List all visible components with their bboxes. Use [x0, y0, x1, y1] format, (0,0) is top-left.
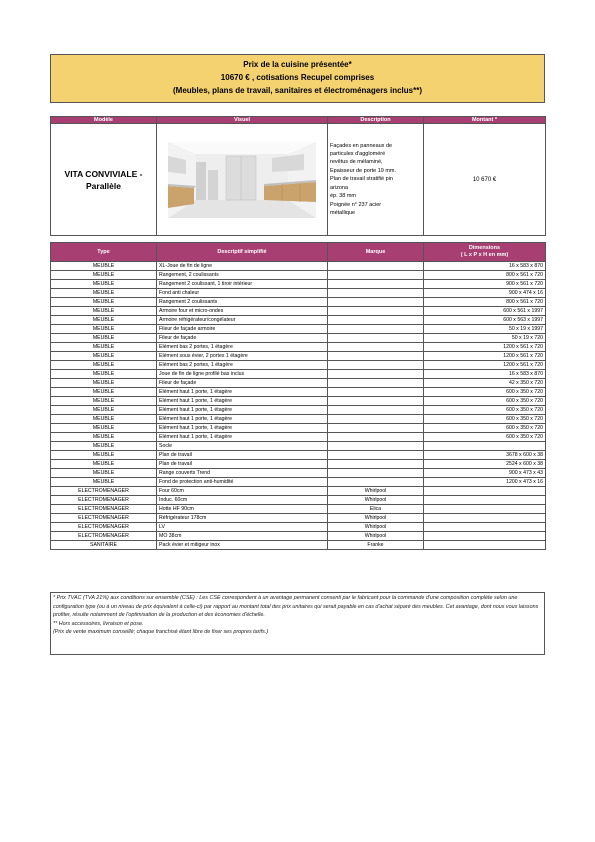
item-type: ELECTROMENAGER [51, 487, 157, 496]
item-brand [328, 289, 424, 298]
header-brand: Marque [328, 243, 424, 262]
item-brand [328, 280, 424, 289]
item-type: MEUBLE [51, 469, 157, 478]
table-row [51, 487, 546, 496]
item-description: Elément bas 2 portes, 1 étagère [157, 361, 328, 370]
description-line: revêtus de mélaminé, [330, 159, 383, 166]
item-type: MEUBLE [51, 424, 157, 433]
item-dimensions: 3678 x 600 x 38 [424, 451, 546, 460]
item-brand [328, 451, 424, 460]
items-table [50, 242, 546, 550]
item-brand [328, 334, 424, 343]
description-line: Façades en panneaux de [330, 142, 393, 149]
item-description: Pack évier et mitigeur inox [157, 541, 328, 550]
item-brand: Whirlpool [328, 496, 424, 505]
item-brand [328, 343, 424, 352]
item-type: MEUBLE [51, 406, 157, 415]
item-dimensions: 1200 x 561 x 720 [424, 343, 546, 352]
item-brand [328, 316, 424, 325]
item-brand [328, 361, 424, 370]
item-dimensions: 600 x 350 x 720 [424, 415, 546, 424]
item-brand [328, 325, 424, 334]
table-row [51, 388, 546, 397]
table-row [51, 370, 546, 379]
item-dimensions: 1200 x 561 x 720 [424, 361, 546, 370]
footnote-price-note: (Prix de vente maximum conseillé; chaque franchisé étant libre de fixer ses propres tarifs.) [53, 629, 269, 636]
price-summary-box [50, 54, 545, 103]
item-dimensions [424, 442, 546, 451]
table-row [51, 406, 546, 415]
item-brand [328, 478, 424, 487]
item-dimensions [424, 523, 546, 532]
item-type: MEUBLE [51, 325, 157, 334]
item-description: Rangement 2 coulissants [157, 298, 328, 307]
kitchen-render-image [168, 142, 316, 218]
item-brand [328, 370, 424, 379]
item-brand: Whirlpool [328, 532, 424, 541]
item-description: Elément haut 1 porte, 1 étagère [157, 433, 328, 442]
item-type: MEUBLE [51, 460, 157, 469]
item-dimensions [424, 532, 546, 541]
item-description: Joue de fin de ligne profilé bas inclus [157, 370, 328, 379]
table-row [51, 289, 546, 298]
item-dimensions [424, 505, 546, 514]
table-row [51, 262, 546, 271]
item-description: Fileur de façade armoire [157, 325, 328, 334]
item-brand [328, 262, 424, 271]
table-row [51, 271, 546, 280]
item-type: MEUBLE [51, 361, 157, 370]
dimensions-unit: ( L x P x H en mm) [460, 252, 509, 258]
item-description: Elément sous évier, 2 portes 1 étagère [157, 352, 328, 361]
table-row [51, 307, 546, 316]
header-dimensions [424, 243, 546, 262]
item-dimensions: 900 x 474 x 16 [424, 289, 546, 298]
item-type: MEUBLE [51, 397, 157, 406]
description-line: métallique [330, 209, 356, 216]
table-row [51, 352, 546, 361]
header-visual: Visuel [157, 117, 328, 124]
item-dimensions: 50 x 19 x 1997 [424, 325, 546, 334]
table-row [51, 523, 546, 532]
header-model: Modèle [51, 117, 157, 124]
table-row [51, 514, 546, 523]
item-brand [328, 460, 424, 469]
item-type: MEUBLE [51, 478, 157, 487]
item-dimensions: 800 x 561 x 720 [424, 271, 546, 280]
item-type: ELECTROMENAGER [51, 496, 157, 505]
item-dimensions: 16 x 583 x 870 [424, 262, 546, 271]
item-description: Plan de travail [157, 460, 328, 469]
item-description: Elément haut 1 porte, 1 étagère [157, 397, 328, 406]
table-row [51, 451, 546, 460]
item-brand [328, 433, 424, 442]
item-type: MEUBLE [51, 307, 157, 316]
item-dimensions: 600 x 350 x 720 [424, 424, 546, 433]
table-row [51, 478, 546, 487]
table-row [51, 424, 546, 433]
item-dimensions: 600 x 350 x 720 [424, 433, 546, 442]
item-description: XL-Joue de fin de ligne [157, 262, 328, 271]
table-row [51, 532, 546, 541]
item-brand [328, 397, 424, 406]
model-description-cell [328, 124, 424, 236]
table-row [51, 280, 546, 289]
item-dimensions: 2524 x 600 x 38 [424, 460, 546, 469]
header-desc: Descriptif simplifié [157, 243, 328, 262]
item-dimensions: 50 x 19 x 720 [424, 334, 546, 343]
item-dimensions: 1200 x 561 x 720 [424, 352, 546, 361]
table-row [51, 343, 546, 352]
item-dimensions: 600 x 561 x 1997 [424, 307, 546, 316]
item-type: MEUBLE [51, 271, 157, 280]
item-type: MEUBLE [51, 442, 157, 451]
model-name-cell [51, 124, 157, 236]
table-row [51, 442, 546, 451]
item-description: Armoire four et micro-ondes [157, 307, 328, 316]
description-line: arizona [330, 184, 349, 191]
table-row [51, 541, 546, 550]
item-brand [328, 307, 424, 316]
item-dimensions: 900 x 561 x 720 [424, 280, 546, 289]
item-description: Socle [157, 442, 328, 451]
item-dimensions: 600 x 350 x 720 [424, 397, 546, 406]
item-dimensions [424, 514, 546, 523]
item-dimensions: 900 x 473 x 43 [424, 469, 546, 478]
item-dimensions: 1200 x 473 x 16 [424, 478, 546, 487]
item-description: Rangement 2 coulissant, 1 tiroir intérieur [157, 280, 328, 289]
item-brand: Whirlpool [328, 487, 424, 496]
table-row [51, 469, 546, 478]
item-brand: Whirlpool [328, 523, 424, 532]
description-line: Plan de travail stratifié pin [330, 176, 393, 183]
item-brand: Elica [328, 505, 424, 514]
item-brand [328, 298, 424, 307]
table-row [51, 334, 546, 343]
item-type: ELECTROMENAGER [51, 523, 157, 532]
table-row [51, 325, 546, 334]
price-title: Prix de la cuisine présentée* [243, 60, 352, 69]
item-dimensions: 800 x 561 x 720 [424, 298, 546, 307]
footnote-exclusions: ** Hors accessoires, livraison et pose. [53, 620, 144, 627]
item-brand: Franke [328, 541, 424, 550]
item-description: Elément haut 1 porte, 1 étagère [157, 406, 328, 415]
item-description: Four 60cm [157, 487, 328, 496]
item-description: Fond de protection anti-humidité [157, 478, 328, 487]
description-line: particules d'aggloméré [330, 151, 386, 158]
item-brand [328, 424, 424, 433]
kitchen-visual-cell [157, 124, 328, 236]
item-brand [328, 379, 424, 388]
dimensions-title: Dimensions [468, 245, 501, 251]
table-row [51, 460, 546, 469]
item-type: MEUBLE [51, 415, 157, 424]
item-brand [328, 469, 424, 478]
item-description: Armoire réfrigérateur/congélateur [157, 316, 328, 325]
model-table [50, 116, 546, 236]
item-dimensions [424, 487, 546, 496]
item-description: Elément bas 2 portes, 1 étagère [157, 343, 328, 352]
item-description: Réfrigérateur 178cm [157, 514, 328, 523]
item-type: ELECTROMENAGER [51, 532, 157, 541]
item-brand [328, 406, 424, 415]
header-type: Type [51, 243, 157, 262]
item-type: MEUBLE [51, 280, 157, 289]
item-type: MEUBLE [51, 289, 157, 298]
item-dimensions: 42 x 350 x 720 [424, 379, 546, 388]
description-line: Poignée n° 237 acier [330, 201, 382, 208]
item-type: MEUBLE [51, 451, 157, 460]
item-dimensions: 600 x 563 x 1997 [424, 316, 546, 325]
item-dimensions: 16 x 583 x 870 [424, 370, 546, 379]
item-dimensions: 600 x 350 x 720 [424, 388, 546, 397]
item-description: Fileur de façade [157, 334, 328, 343]
price-amount: 10670 € , cotisations Recupel comprises [220, 73, 375, 82]
item-description: Hotte HF 90cm [157, 505, 328, 514]
table-row [51, 505, 546, 514]
model-amount: 10 670 € [424, 124, 546, 236]
item-type: MEUBLE [51, 370, 157, 379]
item-dimensions [424, 541, 546, 550]
item-description: Elément haut 1 porte, 1 étagère [157, 415, 328, 424]
description-line: Epaisseur de porte 19 mm. [330, 167, 397, 174]
item-description: Induc. 60cm [157, 496, 328, 505]
item-description: Fond anti chaleur [157, 289, 328, 298]
item-description: Elément haut 1 porte, 1 étagère [157, 424, 328, 433]
item-type: MEUBLE [51, 433, 157, 442]
item-brand [328, 415, 424, 424]
item-description: Range couverts Trend [157, 469, 328, 478]
item-type: MEUBLE [51, 343, 157, 352]
table-row [51, 379, 546, 388]
item-type: MEUBLE [51, 262, 157, 271]
item-description: MO 38cm [157, 532, 328, 541]
item-type: MEUBLE [51, 379, 157, 388]
item-type: MEUBLE [51, 334, 157, 343]
item-dimensions [424, 496, 546, 505]
item-description: Fileur de façade [157, 379, 328, 388]
table-row [51, 316, 546, 325]
item-description: Rangement, 2 coulissants [157, 271, 328, 280]
item-dimensions: 600 x 350 x 720 [424, 406, 546, 415]
item-description: LV [157, 523, 328, 532]
model-variant: Parallèle [86, 180, 121, 191]
header-amount: Montant * [424, 117, 546, 124]
item-brand: Whirlpool [328, 514, 424, 523]
table-row [51, 298, 546, 307]
item-type: ELECTROMENAGER [51, 505, 157, 514]
price-includes: (Meubles, plans de travail, sanitaires et électroménagers inclus**) [173, 86, 422, 95]
item-type: MEUBLE [51, 352, 157, 361]
item-type: MEUBLE [51, 316, 157, 325]
footnote [50, 592, 545, 655]
header-description: Description [328, 117, 424, 124]
item-brand [328, 271, 424, 280]
table-row [51, 433, 546, 442]
item-brand [328, 442, 424, 451]
item-brand [328, 352, 424, 361]
table-row [51, 397, 546, 406]
table-row [51, 361, 546, 370]
item-description: Plan de travail [157, 451, 328, 460]
item-type: ELECTROMENAGER [51, 514, 157, 523]
table-row [51, 496, 546, 505]
footnote-cse: * Prix TVAC (TVA 21%) aux conditions sur ensemble (CSE) : Les CSE correspondent à un avantage permanent consenti par le fabricant pour la commande d'une composition complète selon une configuration type (ou à un niveau de prix équivalent à celle-ci) par rapport au montant total des prix unitaires qui serait payable en cas d'achat séparé des meubles. Cet avantage, dont nous vous laissons profiter, résulte notamment de l'optimisation de la production et des économies d'échelle. [53, 595, 539, 619]
model-name: VITA CONVIVIALE - [64, 168, 143, 179]
item-brand [328, 388, 424, 397]
item-description: Elément haut 1 porte, 1 étagère [157, 388, 328, 397]
item-type: MEUBLE [51, 298, 157, 307]
item-type: MEUBLE [51, 388, 157, 397]
item-type: SANITAIRE [51, 541, 157, 550]
description-line: ép. 38 mm [330, 193, 356, 200]
table-row [51, 415, 546, 424]
